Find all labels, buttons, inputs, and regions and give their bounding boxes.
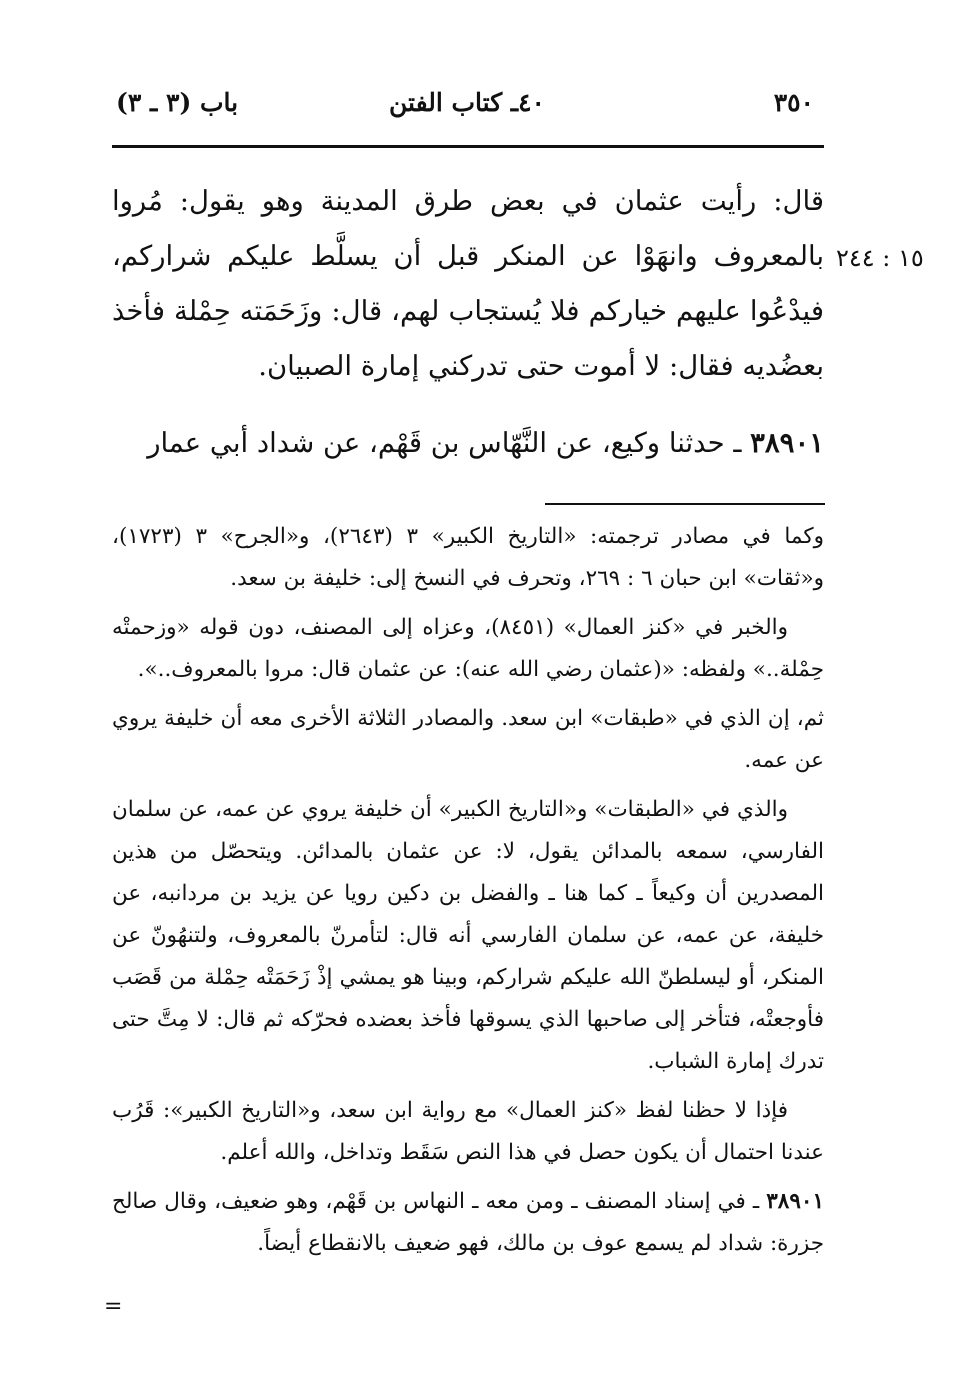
hadith-paragraph <box>112 416 824 471</box>
footnotes <box>112 516 824 1272</box>
footnote-hadith-number: ٣٨٩٠١ <box>766 1189 824 1214</box>
main-text <box>112 174 824 471</box>
continuation-mark: = <box>104 1294 123 1319</box>
footnote-hadith-text: ـ في إسناد المصنف ـ ومن معه ـ النهاس بن قَهْم، وهو ضعيف، وقال صالح جزرة: شداد لم يسمع عوف بن مالك، فهو ضعيف بالانقطاع أيضاً. <box>112 1189 824 1256</box>
footnote-rule <box>545 503 825 505</box>
running-header <box>112 88 822 132</box>
chapter-label: باب (٣ ـ ٣) <box>116 88 239 117</box>
footnote-paragraph: ثم، إن الذي في «طبقات» ابن سعد. والمصادر الثلاثة الأخرى معه أن خليفة يروي عن عمه. <box>112 706 824 773</box>
page-number: ٣٥٠ <box>773 88 814 117</box>
header-rule <box>112 145 824 148</box>
footnote-paragraph: والخبر في «كنز العمال» (٨٤٥١)، وعزاه إلى المصنف، دون قوله «وزحمتْه حِمْلة..» ولفظه: «(عثمان رضي الله عنه): عن عثمان قال: مروا بالمعروف..». <box>112 615 824 682</box>
main-paragraph: قال: رأيت عثمان في بعض طرق المدينة وهو يقول: مُروا بالمعروف وانهَوْا عن المنكر قبل أن يسلَّط عليكم شراركم، فيدْعُوا عليهم خياركم فلا يُستجاب لهم، قال: وزَحَمَته حِمْلة فأخذ بعضُديه فقال: لا أموت حتى تدركني إمارة الصبيان. <box>112 185 824 382</box>
footnote-paragraph: فإذا لا حظنا لفظ «كنز العمال» مع رواية ابن سعد، و«التاريخ الكبير»: قَرُب عندنا احتمال أن يكون حصل في هذا النص سَقَط وتداخل، والله أعلم. <box>112 1098 824 1165</box>
book-title: ٤٠ـ كتاب الفتن <box>389 88 545 117</box>
margin-reference: ١٥ : ٢٤٤ <box>836 244 924 272</box>
footnote-paragraph: والذي في «الطبقات» و«التاريخ الكبير» أن خليفة يروي عن عمه، عن سلمان الفارسي، سمعه بالمدائن يقول، لا: عن عثمان بالمدائن. ويتحصّل من هذين المصدرين أن وكيعاً ـ كما هنا ـ والفضل بن دكين رويا عن يزيد بن مردانبه، عن خليفة، عن عمه، عن سلمان الفارسي أنه قال: لتأمرنّ بالمعروف، ولتنهُونّ عن المنكر، أو ليسلطنّ الله عليكم شراركم، وبينا هو يمشي إذْ زَحَمَتْه حِمْلة من قَصَب فأوجعتْه، فتأخر إلى صاحبها الذي يسوقها فأخذ بعضده فحرّكه ثم قال: لا مِتَّ حتى تدرك إمارة الشباب. <box>112 797 824 1074</box>
footnote-paragraph: وكما في مصادر ترجمته: «التاريخ الكبير» ٣ (٢٦٤٣)، و«الجرح» ٣ (١٧٢٣)، و«ثقات» ابن حبان ٦ : ٢٦٩، وتحرف في النسخ إلى: خليفة بن سعد. <box>112 524 824 591</box>
footnote-hadith <box>112 1181 824 1265</box>
hadith-text: ـ حدثنا وكيع، عن النَّهّاس بن قَهْم، عن شداد أبي عمار <box>147 427 742 459</box>
hadith-number: ٣٨٩٠١ <box>750 427 824 459</box>
